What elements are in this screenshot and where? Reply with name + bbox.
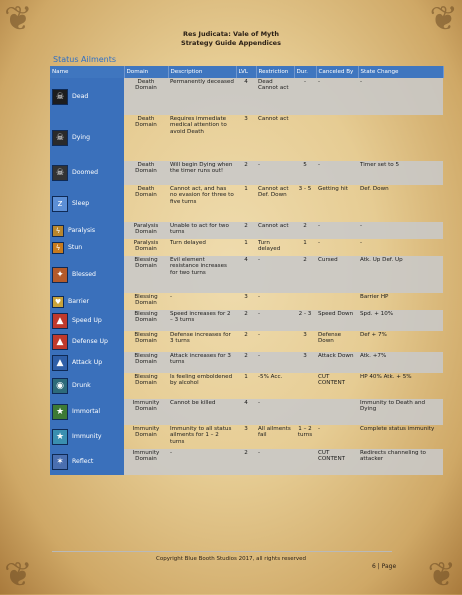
lightning-icon: ϟ <box>52 225 64 237</box>
speed-up-icon: ▲ <box>52 313 68 329</box>
ailment-name-cell <box>50 331 124 352</box>
ailment-name: Dead <box>72 92 89 100</box>
col-header-description: Description <box>168 66 236 78</box>
table-row <box>50 78 443 115</box>
duration-cell <box>294 449 316 475</box>
skull-crossbones-icon: ☠ <box>52 130 68 146</box>
description-cell: Is feeling emboldened by alcohol <box>170 374 233 387</box>
col-header-canceled-by: Canceled By <box>316 66 358 78</box>
ailment-name: Barrier <box>68 297 90 305</box>
lvl-cell: 4 <box>236 78 256 115</box>
domain-cell: Blessing Domain <box>134 294 158 307</box>
duration-cell: - <box>294 78 316 115</box>
state-change-cell: HP 40% Atk. + 5% <box>360 374 412 380</box>
ailment-name-cell <box>50 185 124 222</box>
duration-cell: 3 <box>294 352 316 373</box>
restriction-cell: Cannot act <box>258 116 289 122</box>
description-cell: Cannot act, and has no evasion for three to five turns <box>170 186 234 205</box>
reflect-shield-icon: ✶ <box>52 454 68 470</box>
restriction-cell: Dead Cannot act <box>256 78 294 115</box>
lvl-cell: 3 <box>244 116 248 122</box>
description-cell: Defense increases for 3 turns <box>170 332 231 345</box>
description-cell: Unable to act for two turns <box>168 222 236 239</box>
duration-cell: 1 <box>303 240 307 246</box>
state-change-cell: Atk. Up Def. Up <box>358 256 443 293</box>
canceled-by-cell: Speed Down <box>316 310 358 331</box>
lvl-cell: 2 <box>236 161 256 185</box>
skull-icon: ☠ <box>52 89 68 105</box>
restriction-cell: - <box>256 352 294 373</box>
table-row <box>50 449 443 475</box>
duration-cell: 3 <box>303 332 307 338</box>
domain-cell: Immunity Domain <box>132 426 160 439</box>
duration-cell <box>294 115 316 161</box>
footer-copyright: Copyright Blue Booth Studios 2017, all rights reserved <box>156 556 306 562</box>
domain-cell: Death Domain <box>135 186 157 199</box>
state-change-cell: Barrier HP <box>360 294 389 300</box>
canceled-by-cell: Attack Down <box>316 352 358 373</box>
document-header <box>0 30 462 48</box>
duration-cell: 5 <box>294 161 316 185</box>
canceled-by-cell <box>316 399 358 425</box>
duration-cell: 2 <box>294 222 316 239</box>
attack-up-icon: ▲ <box>52 355 68 371</box>
description-cell: Will begin Dying when the timer runs out! <box>168 161 236 185</box>
duration-cell: 1 – 2 turns <box>297 426 313 439</box>
description-cell: Permanently deceased <box>168 78 236 115</box>
ailment-name-cell <box>50 352 124 373</box>
lvl-cell: 2 <box>244 332 248 338</box>
immunity-star-icon: ★ <box>52 429 68 445</box>
table-row <box>50 425 443 449</box>
lvl-cell: 2 <box>236 310 256 331</box>
ailment-name-cell <box>50 449 124 475</box>
state-change-cell: - <box>360 240 363 246</box>
table-row <box>50 115 443 161</box>
col-header-state-change: State Change <box>358 66 443 78</box>
domain-cell: Blessing Domain <box>124 256 168 293</box>
description-cell: Speed increases for 2 – 3 turns <box>168 310 236 331</box>
section-title: Status Ailments <box>53 55 117 64</box>
lvl-cell: 1 <box>244 186 248 192</box>
drunk-mug-icon: ◉ <box>52 378 68 394</box>
table-row <box>50 161 443 185</box>
domain-cell: Blessing Domain <box>124 310 168 331</box>
ailment-name: Immunity <box>72 432 102 440</box>
state-change-cell: - <box>358 222 443 239</box>
restriction-cell: - <box>256 310 294 331</box>
ailment-name-cell <box>50 239 124 256</box>
col-header-restriction: Restriction <box>256 66 294 78</box>
restriction-cell: - <box>256 449 294 475</box>
canceled-by-cell: CUT CONTENT <box>318 374 346 387</box>
corner-flourish-bottom-right: ❦ <box>427 555 456 595</box>
table-row <box>50 256 443 293</box>
doom-skull-icon: ☠ <box>52 165 68 181</box>
canceled-by-cell <box>316 115 358 161</box>
ailment-name: Attack Up <box>72 358 103 366</box>
state-change-cell: Def. Down <box>360 186 389 192</box>
table-row <box>50 352 443 373</box>
description-cell: Cannot be killed <box>168 399 236 425</box>
domain-cell: Death Domain <box>124 161 168 185</box>
restriction-cell: - <box>258 294 261 300</box>
domain-cell: Blessing Domain <box>134 332 158 345</box>
state-change-cell: Redirects channeling to attacker <box>358 449 443 475</box>
domain-cell: Blessing Domain <box>134 374 158 387</box>
heart-shield-icon: ♥ <box>52 296 64 308</box>
ailment-name: Sleep <box>72 199 90 207</box>
state-change-cell: Immunity to Death and Dying <box>358 399 443 425</box>
col-header-name: Name <box>50 66 124 78</box>
domain-cell: Paralysis Domain <box>124 222 168 239</box>
restriction-cell: Cannot act Def. Down <box>258 186 289 199</box>
duration-cell <box>294 293 316 310</box>
lvl-cell: 1 <box>244 374 248 380</box>
ailment-name-cell <box>50 310 124 331</box>
restriction-cell: - <box>256 399 294 425</box>
table-row <box>50 310 443 331</box>
table-row <box>50 185 443 222</box>
ailment-name: Speed Up <box>72 316 102 324</box>
ailment-name: Doomed <box>72 168 99 176</box>
restriction-cell: Cannot act <box>256 222 294 239</box>
lvl-cell: 1 <box>244 240 248 246</box>
description-cell: - <box>170 294 173 300</box>
table-row <box>50 331 443 352</box>
domain-cell: Death Domain <box>135 116 157 129</box>
blessed-icon: ✦ <box>52 267 68 283</box>
restriction-cell: All ailments fail <box>258 426 291 439</box>
description-cell: Attack increases for 3 turns <box>168 352 236 373</box>
duration-cell: 3 - 5 <box>298 186 312 192</box>
lvl-cell: 2 <box>236 352 256 373</box>
table-row <box>50 399 443 425</box>
ailment-name-cell <box>50 256 124 293</box>
ailment-name: Dying <box>72 133 90 141</box>
lvl-cell: 3 <box>244 294 248 300</box>
ailment-name-cell <box>50 78 124 115</box>
canceled-by-cell <box>316 293 358 310</box>
domain-cell: Paralysis Domain <box>133 240 159 253</box>
ailment-name: Stun <box>68 243 83 251</box>
description-cell: Immunity to all status ailments for 1 – 2 turns <box>170 426 232 445</box>
star-icon: ★ <box>52 404 68 420</box>
ailment-name-cell <box>50 399 124 425</box>
canceled-by-cell: Getting hit <box>318 186 348 192</box>
ailment-name: Immortal <box>72 407 101 415</box>
canceled-by-cell: Cursed <box>316 256 358 293</box>
corner-flourish-top-left: ❦ <box>4 0 33 39</box>
domain-cell: Immunity Domain <box>124 449 168 475</box>
canceled-by-cell: - <box>316 161 358 185</box>
status-ailments-table <box>50 66 444 475</box>
page-number: 6 | Page <box>372 563 397 570</box>
col-header-duration: Dur. <box>294 66 316 78</box>
lvl-cell: 4 <box>236 256 256 293</box>
lvl-cell: 2 <box>236 449 256 475</box>
header-subtitle: Strategy Guide Appendices <box>181 39 281 47</box>
stun-lightning-icon: ϟ <box>52 242 64 254</box>
lvl-cell: 4 <box>236 399 256 425</box>
lvl-cell: 3 <box>244 426 248 432</box>
ailment-name-cell <box>50 425 124 449</box>
state-change-cell: Timer set to 5 <box>358 161 443 185</box>
duration-cell <box>294 399 316 425</box>
table-header-row <box>50 66 443 78</box>
domain-cell: Blessing Domain <box>124 352 168 373</box>
ailment-name: Reflect <box>72 457 94 465</box>
canceled-by-cell: - <box>318 240 321 246</box>
description-cell: Evil element resistance increases for two turns <box>168 256 236 293</box>
ailment-name: Blessed <box>72 270 96 278</box>
ailment-name: Drunk <box>72 381 91 389</box>
table-row <box>50 373 443 399</box>
canceled-by-cell: - <box>316 222 358 239</box>
ailment-name-cell <box>50 293 124 310</box>
defense-up-icon: ▲ <box>52 334 68 350</box>
ailment-name: Defense Up <box>72 337 108 345</box>
domain-cell: Death Domain <box>124 78 168 115</box>
corner-flourish-top-right: ❦ <box>429 0 458 39</box>
ailment-name: Paralysis <box>68 226 96 234</box>
restriction-cell: - <box>256 256 294 293</box>
header-title: Res Judicata: Vale of Myth <box>182 30 280 38</box>
description-cell: - <box>168 449 236 475</box>
description-cell: Requires immediate medical attention to avoid Death <box>170 116 227 135</box>
domain-cell: Immunity Domain <box>124 399 168 425</box>
ailment-name-cell <box>50 222 124 239</box>
state-change-cell: Spd. + 10% <box>358 310 443 331</box>
restriction-cell: Turn delayed <box>258 240 281 253</box>
canceled-by-cell: - <box>316 78 358 115</box>
restriction-cell: - <box>256 161 294 185</box>
state-change-cell: Atk. +7% <box>358 352 443 373</box>
col-header-lvl: LVL <box>236 66 256 78</box>
corner-flourish-bottom-left: ❦ <box>4 555 33 595</box>
canceled-by-cell: CUT CONTENT <box>316 449 358 475</box>
ailment-name-cell <box>50 373 124 399</box>
footer-divider <box>52 551 392 552</box>
canceled-by-cell: - <box>318 426 321 432</box>
sleep-zzz-icon: z <box>52 196 68 212</box>
state-change-cell: Def + 7% <box>360 332 387 338</box>
table-row <box>50 222 443 239</box>
table-row <box>50 239 443 256</box>
lvl-cell: 2 <box>236 222 256 239</box>
state-change-cell: Complete status immunity <box>360 426 435 432</box>
canceled-by-cell: Defense Down <box>318 332 342 345</box>
state-change-cell: - <box>358 78 443 115</box>
ailment-name-cell <box>50 161 124 185</box>
ailment-name-cell <box>50 115 124 161</box>
duration-cell: 2 <box>294 256 316 293</box>
description-cell: Turn delayed <box>170 240 206 246</box>
duration-cell: 2 - 3 <box>294 310 316 331</box>
col-header-domain: Domain <box>124 66 168 78</box>
state-change-cell <box>358 115 443 161</box>
restriction-cell: -5% Acc. <box>258 374 283 380</box>
table-row <box>50 293 443 310</box>
restriction-cell: - <box>258 332 261 338</box>
duration-cell <box>294 373 316 399</box>
